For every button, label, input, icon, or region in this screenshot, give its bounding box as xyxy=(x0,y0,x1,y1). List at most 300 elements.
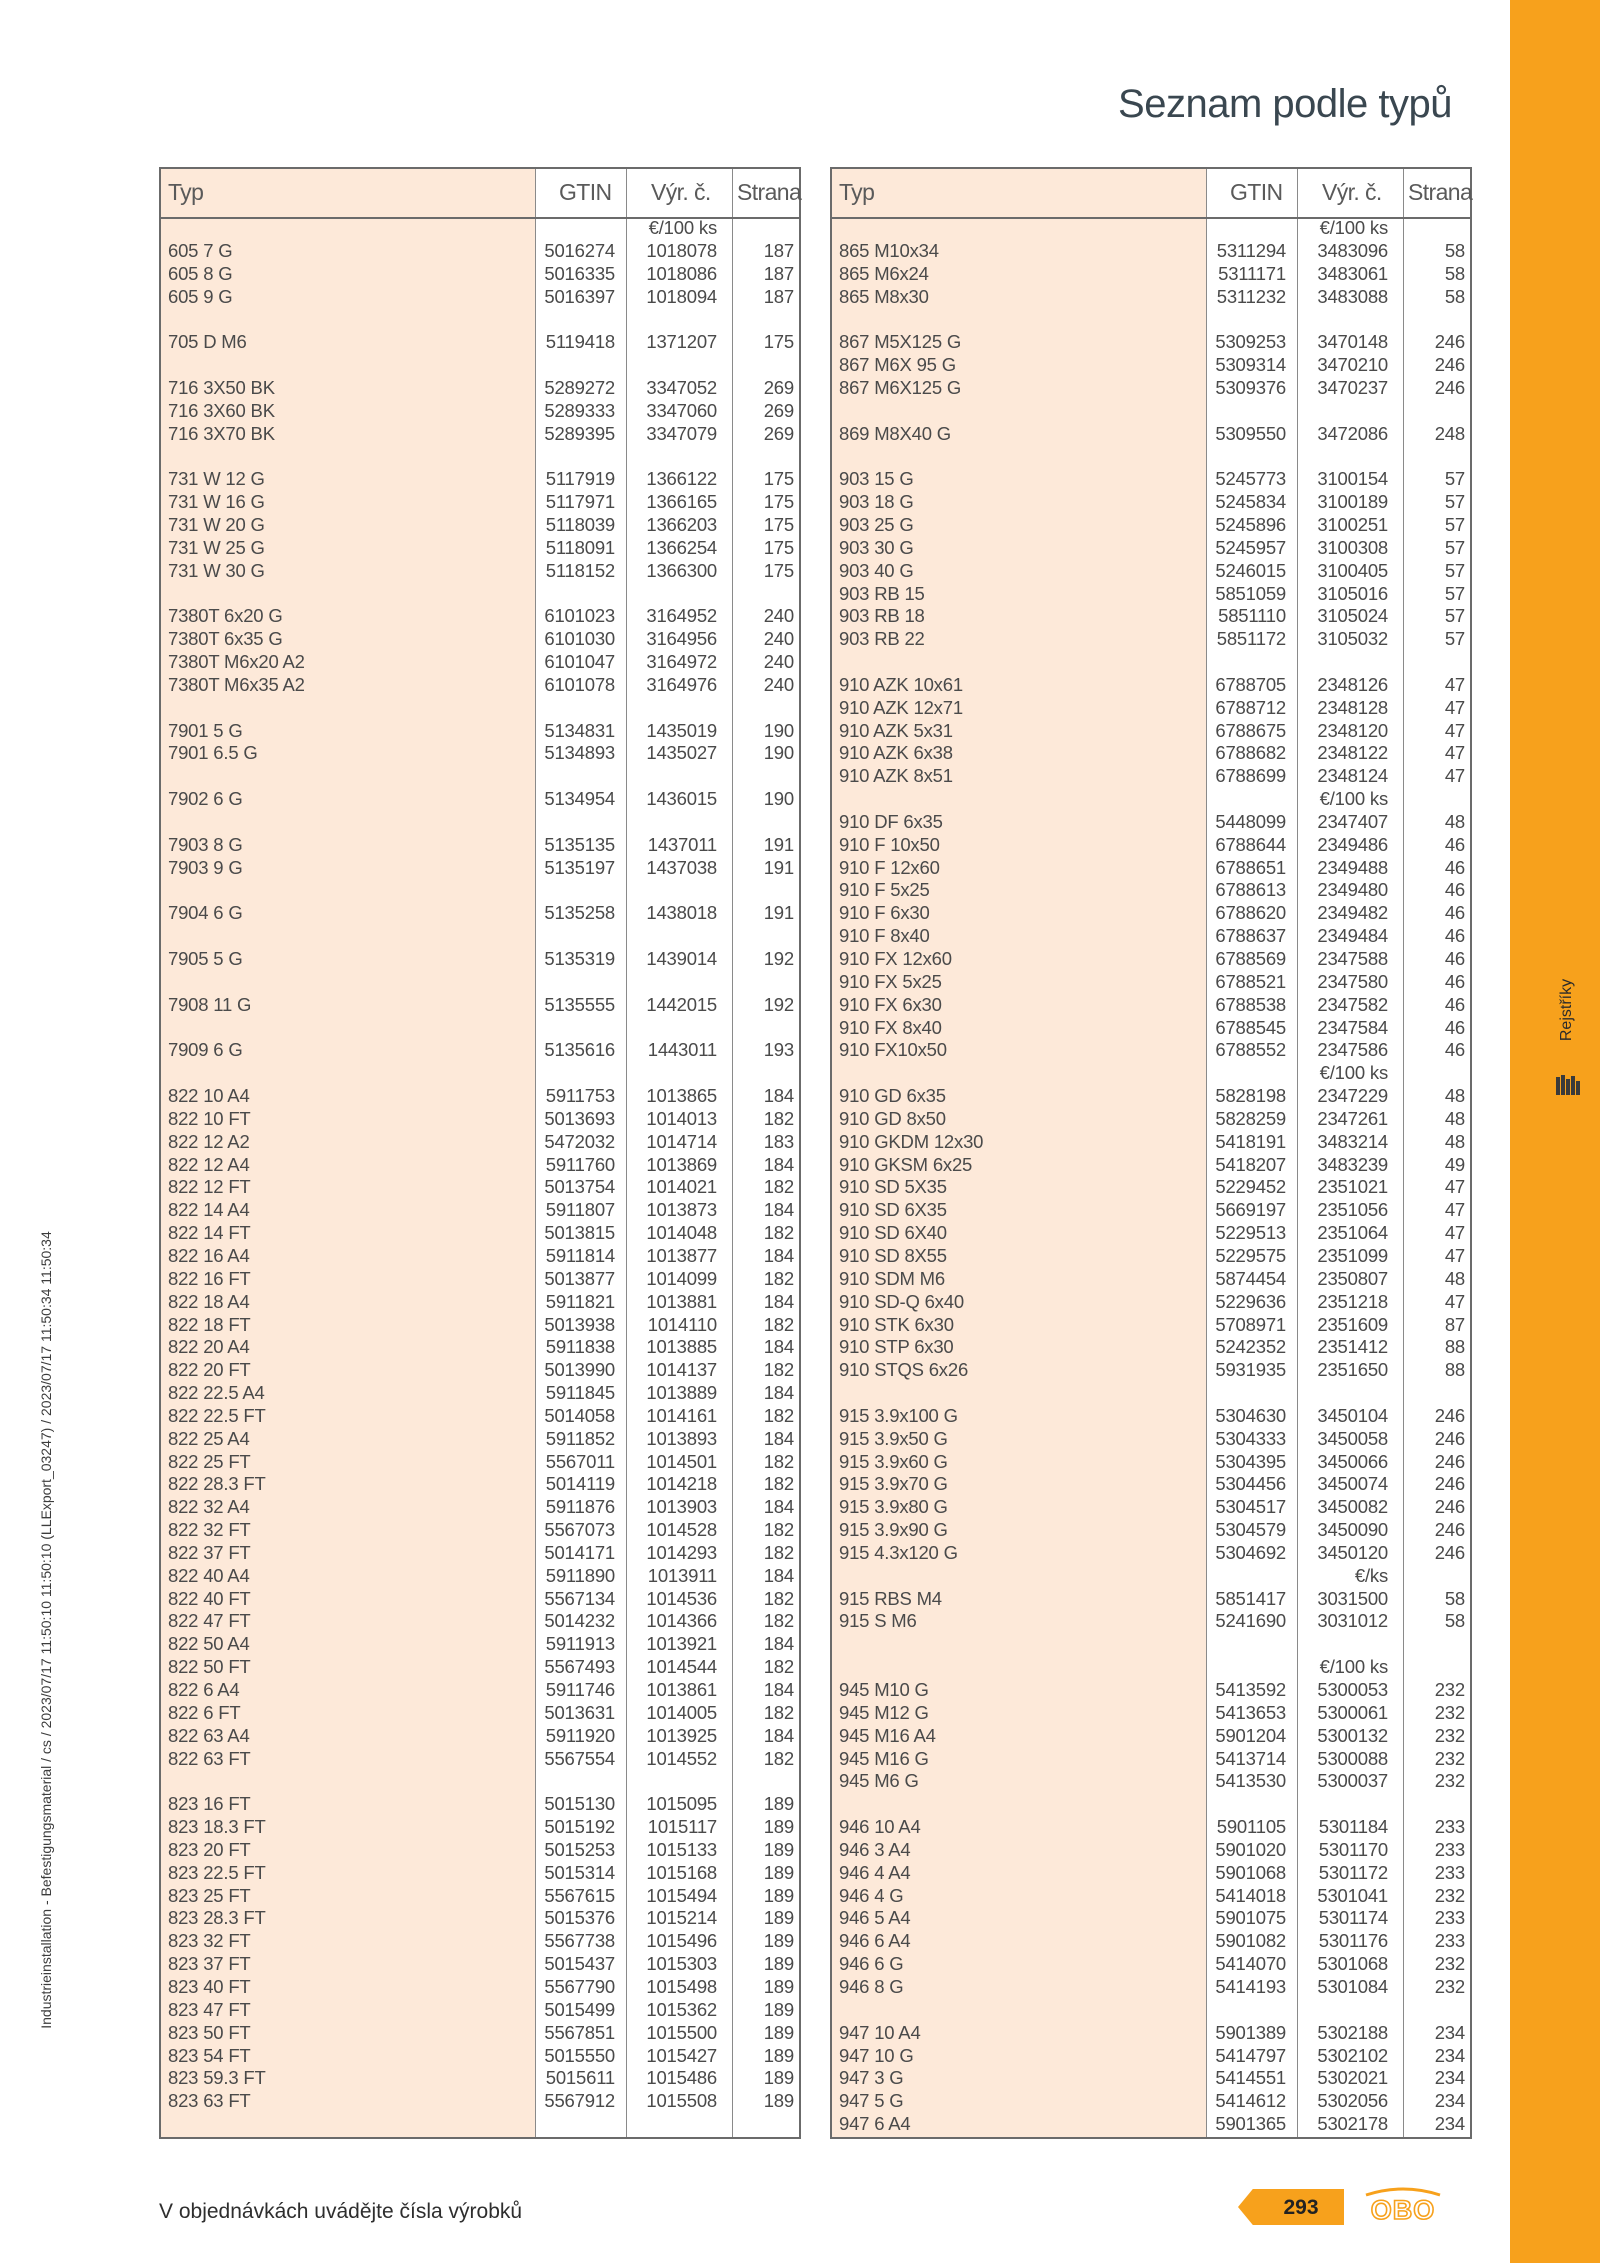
cell-vyr: 3031012 xyxy=(1317,1610,1388,1632)
table-row xyxy=(161,1336,799,1359)
cell-typ: 903 15 G xyxy=(839,468,914,490)
table-row xyxy=(832,811,1470,834)
table-header xyxy=(832,169,1473,219)
cell-vyr: 1437038 xyxy=(646,856,717,878)
cell-vyr: 2351218 xyxy=(1317,1290,1388,1312)
cell-vyr: 2351412 xyxy=(1317,1336,1388,1358)
table-row xyxy=(832,1428,1470,1451)
cell-gtin: 5414797 xyxy=(1215,2044,1286,2066)
cell-vyr: 1435027 xyxy=(646,742,717,764)
table-row xyxy=(832,537,1470,560)
cell-vyr: 1015214 xyxy=(646,1907,717,1929)
cell-typ: 7905 5 G xyxy=(168,948,243,969)
table-row xyxy=(832,2022,1470,2045)
price-unit: €/100 ks xyxy=(1319,788,1388,810)
cell-typ: 903 18 G xyxy=(839,491,914,513)
table-row xyxy=(832,1610,1470,1633)
table-row xyxy=(161,240,799,263)
cell-gtin: 5245896 xyxy=(1215,513,1286,535)
table-row xyxy=(161,331,799,354)
cell-typ: 7902 6 G xyxy=(168,788,243,810)
side-tab-label: Rejstříky xyxy=(1558,978,1575,1042)
cell-gtin: 5901105 xyxy=(1216,1816,1286,1838)
spacer-row xyxy=(161,583,799,606)
cell-typ: 910 STP 6x30 xyxy=(839,1336,954,1358)
cell-vyr: 3031500 xyxy=(1317,1587,1388,1609)
table-row xyxy=(832,1588,1470,1611)
cell-gtin: 5229575 xyxy=(1215,1244,1286,1266)
cell-vyr: 1013877 xyxy=(646,1244,717,1266)
cell-vyr: 3470148 xyxy=(1317,331,1388,353)
cell-vyr: 2348120 xyxy=(1317,719,1388,741)
table-row xyxy=(832,240,1470,263)
table-row xyxy=(832,1268,1470,1291)
cell-vyr: 2348126 xyxy=(1317,673,1388,695)
cell-gtin: 5013815 xyxy=(544,1222,615,1244)
cell-typ: 910 FX 8x40 xyxy=(839,1016,942,1038)
table-row xyxy=(832,1291,1470,1314)
cell-strana: 246 xyxy=(1434,1541,1465,1563)
cell-vyr: 2349480 xyxy=(1317,879,1388,901)
cell-strana: 232 xyxy=(1434,1679,1465,1700)
cell-strana: 88 xyxy=(1444,1359,1465,1381)
cell-vyr: 1366300 xyxy=(646,559,717,581)
cell-strana: 182 xyxy=(763,1610,794,1632)
table-row xyxy=(832,2045,1470,2068)
table-row xyxy=(832,1473,1470,1496)
cell-gtin: 5851059 xyxy=(1215,582,1286,604)
cell-vyr: 5300088 xyxy=(1317,1747,1388,1769)
cell-typ: 945 M12 G xyxy=(839,1701,929,1723)
table-row xyxy=(832,1199,1470,1222)
cell-gtin: 5911753 xyxy=(545,1085,615,1107)
table-row xyxy=(161,788,799,811)
header-typ: Typ xyxy=(839,179,875,205)
cell-strana: 240 xyxy=(763,673,794,695)
cell-strana: 46 xyxy=(1444,856,1465,878)
cell-typ: 7908 11 G xyxy=(168,993,252,1015)
cell-vyr: 5302178 xyxy=(1317,2113,1388,2135)
cell-strana: 46 xyxy=(1444,879,1465,901)
cell-vyr: 3450082 xyxy=(1317,1496,1388,1518)
cell-typ: 822 40 A4 xyxy=(168,1564,250,1586)
cell-vyr: 3450104 xyxy=(1317,1404,1388,1426)
cell-typ: 869 M8X40 G xyxy=(839,422,951,444)
cell-typ: 910 AZK 12x71 xyxy=(839,696,963,718)
cell-gtin: 5135135 xyxy=(544,833,615,855)
cell-vyr: 1015168 xyxy=(646,1861,717,1883)
cell-typ: 865 M10x34 xyxy=(839,239,939,261)
cell-gtin: 5911920 xyxy=(545,1724,615,1746)
cell-strana: 189 xyxy=(763,2021,794,2043)
table-row xyxy=(161,2045,799,2068)
cell-vyr: 5300053 xyxy=(1317,1679,1388,1700)
cell-gtin: 5851172 xyxy=(1216,628,1286,650)
cell-typ: 822 12 A2 xyxy=(168,1130,250,1152)
cell-vyr: 3450120 xyxy=(1317,1541,1388,1563)
cell-strana: 182 xyxy=(763,1450,794,1472)
cell-strana: 240 xyxy=(763,628,794,650)
table-row xyxy=(161,1839,799,1862)
cell-gtin: 5309314 xyxy=(1215,354,1286,376)
cell-strana: 175 xyxy=(763,513,794,535)
cell-gtin: 6788569 xyxy=(1215,948,1286,969)
cell-gtin: 6788682 xyxy=(1215,742,1286,764)
cell-vyr: 1014528 xyxy=(646,1519,717,1541)
cell-vyr: 3164956 xyxy=(646,628,717,650)
cell-gtin: 5304395 xyxy=(1215,1450,1286,1472)
cell-typ: 915 3.9x70 G xyxy=(839,1473,948,1495)
cell-strana: 47 xyxy=(1444,1199,1465,1221)
cell-typ: 946 6 A4 xyxy=(839,1930,911,1952)
cell-gtin: 5015611 xyxy=(545,2067,615,2089)
cell-typ: 910 SD-Q 6x40 xyxy=(839,1290,964,1312)
cell-typ: 910 F 5x25 xyxy=(839,879,930,901)
table-row xyxy=(161,1976,799,1999)
cell-gtin: 5118091 xyxy=(545,536,615,558)
cell-vyr: 2347586 xyxy=(1317,1039,1388,1061)
cell-strana: 232 xyxy=(1434,1953,1465,1975)
cell-gtin: 6788651 xyxy=(1215,856,1286,878)
cell-typ: 822 14 A4 xyxy=(168,1199,250,1221)
cell-typ: 823 50 FT xyxy=(168,2021,251,2043)
cell-gtin: 6788644 xyxy=(1215,833,1286,855)
cell-typ: 823 28.3 FT xyxy=(168,1907,266,1929)
table-row xyxy=(832,514,1470,537)
cell-gtin: 5567912 xyxy=(544,2090,615,2112)
cell-strana: 233 xyxy=(1434,1816,1465,1838)
cell-strana: 189 xyxy=(763,1793,794,1815)
cell-gtin: 5304333 xyxy=(1215,1427,1286,1449)
cell-strana: 182 xyxy=(763,1747,794,1769)
cell-vyr: 3164976 xyxy=(646,673,717,695)
table-row xyxy=(161,1473,799,1496)
table-row xyxy=(832,1176,1470,1199)
table-row xyxy=(161,1885,799,1908)
table-row xyxy=(832,1017,1470,1040)
cell-vyr: 5302021 xyxy=(1317,2067,1388,2089)
cell-vyr: 3100189 xyxy=(1317,491,1388,513)
cell-gtin: 5117971 xyxy=(545,491,615,513)
cell-vyr: 1015498 xyxy=(646,1975,717,1997)
cell-gtin: 5304456 xyxy=(1215,1473,1286,1495)
cell-gtin: 5119418 xyxy=(545,331,615,353)
cell-typ: 910 AZK 6x38 xyxy=(839,742,953,764)
header-strana: Strana xyxy=(737,179,802,205)
table-row xyxy=(832,1885,1470,1908)
table-row xyxy=(161,857,799,880)
table-row xyxy=(832,994,1470,1017)
table-row xyxy=(832,1154,1470,1177)
unit-row xyxy=(832,788,1470,811)
cell-gtin: 5874454 xyxy=(1215,1267,1286,1289)
table-row xyxy=(161,286,799,309)
cell-vyr: 1437011 xyxy=(647,833,717,855)
cell-vyr: 5301184 xyxy=(1318,1816,1388,1838)
table-row xyxy=(161,1131,799,1154)
cell-gtin: 5118039 xyxy=(545,513,615,535)
cell-gtin: 5245957 xyxy=(1215,536,1286,558)
cell-strana: 46 xyxy=(1444,833,1465,855)
cell-gtin: 5134954 xyxy=(544,788,615,810)
cell-gtin: 5311232 xyxy=(1216,285,1286,307)
cell-gtin: 5016397 xyxy=(544,285,615,307)
cell-strana: 184 xyxy=(763,1199,794,1221)
cell-vyr: 3105016 xyxy=(1317,582,1388,604)
cell-gtin: 6788699 xyxy=(1215,765,1286,787)
cell-typ: 903 30 G xyxy=(839,536,914,558)
cell-gtin: 5567493 xyxy=(544,1656,615,1678)
cell-typ: 823 20 FT xyxy=(168,1838,251,1860)
cell-typ: 945 M16 A4 xyxy=(839,1724,936,1746)
spacer-row xyxy=(832,651,1470,674)
cell-strana: 57 xyxy=(1444,491,1465,513)
cell-typ: 910 GD 8x50 xyxy=(839,1107,946,1129)
cell-strana: 48 xyxy=(1444,1267,1465,1289)
cell-strana: 184 xyxy=(763,1564,794,1586)
cell-typ: 822 28.3 FT xyxy=(168,1473,266,1495)
cell-strana: 184 xyxy=(763,1382,794,1404)
cell-typ: 822 10 FT xyxy=(168,1107,251,1129)
spacer-row xyxy=(161,308,799,331)
cell-gtin: 5229636 xyxy=(1215,1290,1286,1312)
cell-typ: 705 D M6 xyxy=(168,331,247,353)
cell-strana: 189 xyxy=(763,1953,794,1975)
cell-vyr: 5300061 xyxy=(1317,1701,1388,1723)
table-row xyxy=(161,674,799,697)
cell-typ: 867 M6X 95 G xyxy=(839,354,956,376)
cell-strana: 232 xyxy=(1434,1975,1465,1997)
cell-gtin: 5013754 xyxy=(544,1176,615,1198)
cell-gtin: 5014171 xyxy=(544,1541,615,1563)
cell-vyr: 1013865 xyxy=(646,1085,717,1107)
table-row xyxy=(832,1496,1470,1519)
cell-gtin: 5567073 xyxy=(544,1519,615,1541)
cell-typ: 865 M8x30 xyxy=(839,285,929,307)
cell-typ: 823 40 FT xyxy=(168,1975,251,1997)
cell-vyr: 1366165 xyxy=(646,491,717,513)
cell-typ: 822 6 FT xyxy=(168,1701,241,1723)
cell-gtin: 6788521 xyxy=(1215,970,1286,992)
cell-gtin: 5414018 xyxy=(1215,1884,1286,1906)
cell-typ: 946 8 G xyxy=(839,1975,904,1997)
cell-typ: 823 22.5 FT xyxy=(168,1861,266,1883)
cell-typ: 915 3.9x90 G xyxy=(839,1519,948,1541)
cell-vyr: 2349482 xyxy=(1317,902,1388,924)
table-row xyxy=(832,1907,1470,1930)
cell-strana: 47 xyxy=(1444,673,1465,695)
cell-strana: 47 xyxy=(1444,719,1465,741)
svg-text:OBO: OBO xyxy=(1370,2195,1436,2225)
cell-vyr: 3450058 xyxy=(1317,1427,1388,1449)
cell-typ: 823 32 FT xyxy=(168,1930,251,1952)
cell-vyr: 1438018 xyxy=(646,902,717,924)
table-row xyxy=(832,263,1470,286)
table-row xyxy=(832,354,1470,377)
cell-typ: 7909 6 G xyxy=(168,1039,243,1061)
cell-strana: 175 xyxy=(763,536,794,558)
cell-typ: 910 GD 6x35 xyxy=(839,1085,946,1107)
cell-strana: 46 xyxy=(1444,993,1465,1015)
cell-strana: 246 xyxy=(1434,331,1465,353)
cell-typ: 823 54 FT xyxy=(168,2044,251,2066)
table-row xyxy=(161,1314,799,1337)
cell-typ: 822 37 FT xyxy=(168,1541,251,1563)
cell-gtin: 5472032 xyxy=(544,1130,615,1152)
cell-gtin: 5931935 xyxy=(1215,1359,1286,1381)
cell-vyr: 1015486 xyxy=(646,2067,717,2089)
cell-strana: 184 xyxy=(763,1290,794,1312)
table-row xyxy=(832,1816,1470,1839)
cell-gtin: 5901365 xyxy=(1215,2113,1286,2135)
cell-typ: 903 RB 22 xyxy=(839,628,925,650)
cell-vyr: 1013925 xyxy=(646,1724,717,1746)
table-row xyxy=(161,1428,799,1451)
cell-strana: 182 xyxy=(763,1222,794,1244)
cell-typ: 823 47 FT xyxy=(168,1998,251,2020)
cell-strana: 182 xyxy=(763,1176,794,1198)
cell-typ: 867 M6X125 G xyxy=(839,376,962,398)
cell-vyr: 2350807 xyxy=(1317,1267,1388,1289)
cell-gtin: 5015437 xyxy=(544,1953,615,1975)
cell-vyr: 1014501 xyxy=(646,1450,717,1472)
cell-gtin: 5911890 xyxy=(545,1564,615,1586)
cell-typ: 823 37 FT xyxy=(168,1953,251,1975)
cell-strana: 234 xyxy=(1434,2067,1465,2089)
cell-gtin: 5901075 xyxy=(1215,1907,1286,1929)
cell-vyr: 1014013 xyxy=(646,1107,717,1129)
table-row xyxy=(832,1770,1470,1793)
cell-strana: 248 xyxy=(1434,422,1465,444)
cell-strana: 191 xyxy=(763,856,794,878)
cell-strana: 87 xyxy=(1444,1313,1465,1335)
cell-typ: 7380T M6x35 A2 xyxy=(168,673,305,695)
cell-gtin: 5246015 xyxy=(1215,559,1286,581)
cell-gtin: 5567790 xyxy=(544,1975,615,1997)
cell-typ: 731 W 16 G xyxy=(168,491,265,513)
header-vyr: Výr. č. xyxy=(651,179,711,205)
cell-vyr: 1014536 xyxy=(646,1587,717,1609)
cell-vyr: 1013861 xyxy=(646,1679,717,1700)
cell-typ: 605 8 G xyxy=(168,262,233,284)
cell-vyr: 1442015 xyxy=(646,993,717,1015)
cell-vyr: 1014714 xyxy=(646,1130,717,1152)
cell-strana: 47 xyxy=(1444,1222,1465,1244)
cell-typ: 910 FX 6x30 xyxy=(839,993,942,1015)
cell-gtin: 5135616 xyxy=(544,1039,615,1061)
cell-typ: 910 DF 6x35 xyxy=(839,810,943,832)
cell-gtin: 5016335 xyxy=(544,262,615,284)
cell-vyr: 2347407 xyxy=(1317,810,1388,832)
cell-strana: 189 xyxy=(763,1861,794,1883)
cell-strana: 246 xyxy=(1434,1519,1465,1541)
table-row xyxy=(161,1588,799,1611)
cell-vyr: 1013881 xyxy=(646,1290,717,1312)
cell-strana: 58 xyxy=(1444,239,1465,261)
table-row xyxy=(832,1679,1470,1702)
cell-vyr: 3347079 xyxy=(646,422,717,444)
table-row xyxy=(161,1382,799,1405)
cell-vyr: 3450090 xyxy=(1317,1519,1388,1541)
cell-gtin: 5911876 xyxy=(545,1496,615,1518)
footer-note: V objednávkách uvádějte čísla výrobků xyxy=(159,2200,523,2223)
cell-vyr: 1014137 xyxy=(646,1359,717,1381)
cell-vyr: 5301170 xyxy=(1318,1838,1388,1860)
cell-gtin: 6101023 xyxy=(544,605,615,627)
cell-vyr: 2351609 xyxy=(1317,1313,1388,1335)
cell-typ: 903 25 G xyxy=(839,513,914,535)
table-row xyxy=(161,1085,799,1108)
cell-strana: 184 xyxy=(763,1085,794,1107)
cell-typ: 822 32 A4 xyxy=(168,1496,250,1518)
cell-gtin: 5135258 xyxy=(544,902,615,924)
cell-strana: 190 xyxy=(763,788,794,810)
cell-strana: 46 xyxy=(1444,925,1465,947)
cell-gtin: 5015253 xyxy=(544,1838,615,1860)
cell-vyr: 2348122 xyxy=(1317,742,1388,764)
table-row xyxy=(832,491,1470,514)
cell-strana: 182 xyxy=(763,1359,794,1381)
table-row xyxy=(161,514,799,537)
cell-typ: 822 18 FT xyxy=(168,1313,251,1335)
cell-strana: 182 xyxy=(763,1313,794,1335)
table-row xyxy=(161,1907,799,1930)
cell-strana: 46 xyxy=(1444,1039,1465,1061)
unit-row xyxy=(161,217,799,240)
cell-vyr: 3470210 xyxy=(1317,354,1388,376)
cell-vyr: 1015303 xyxy=(646,1953,717,1975)
cell-typ: 947 5 G xyxy=(839,2090,904,2112)
cell-vyr: 1014218 xyxy=(646,1473,717,1495)
spacer-row xyxy=(161,811,799,834)
cell-vyr: 1015117 xyxy=(647,1816,717,1838)
cell-strana: 184 xyxy=(763,1633,794,1655)
cell-strana: 184 xyxy=(763,1724,794,1746)
cell-strana: 57 xyxy=(1444,628,1465,650)
cell-strana: 175 xyxy=(763,491,794,513)
cell-typ: 822 6 A4 xyxy=(168,1679,240,1700)
cell-typ: 822 14 FT xyxy=(168,1222,251,1244)
table-row xyxy=(832,879,1470,902)
cell-typ: 915 RBS M4 xyxy=(839,1587,942,1609)
table-row xyxy=(161,1176,799,1199)
cell-strana: 233 xyxy=(1434,1838,1465,1860)
cell-strana: 190 xyxy=(763,719,794,741)
type-table-right xyxy=(830,167,1472,2139)
table-row xyxy=(161,605,799,628)
header-typ: Typ xyxy=(168,179,204,205)
table-row xyxy=(161,651,799,674)
cell-gtin: 5567615 xyxy=(544,1884,615,1906)
cell-strana: 189 xyxy=(763,1838,794,1860)
cell-typ: 910 STK 6x30 xyxy=(839,1313,954,1335)
cell-typ: 822 18 A4 xyxy=(168,1290,250,1312)
table-row xyxy=(832,1725,1470,1748)
cell-gtin: 5911746 xyxy=(545,1679,615,1700)
table-row xyxy=(161,560,799,583)
cell-gtin: 5911807 xyxy=(545,1199,615,1221)
cell-strana: 58 xyxy=(1444,262,1465,284)
cell-typ: 945 M16 G xyxy=(839,1747,929,1769)
cell-gtin: 5414612 xyxy=(1215,2090,1286,2112)
cell-gtin: 5015499 xyxy=(544,1998,615,2020)
table-body xyxy=(161,217,799,2113)
cell-typ: 945 M6 G xyxy=(839,1770,919,1792)
cell-strana: 234 xyxy=(1434,2021,1465,2043)
cell-typ: 867 M5X125 G xyxy=(839,331,962,353)
cell-vyr: 5301174 xyxy=(1318,1907,1388,1929)
price-unit: €/100 ks xyxy=(1319,1656,1388,1678)
